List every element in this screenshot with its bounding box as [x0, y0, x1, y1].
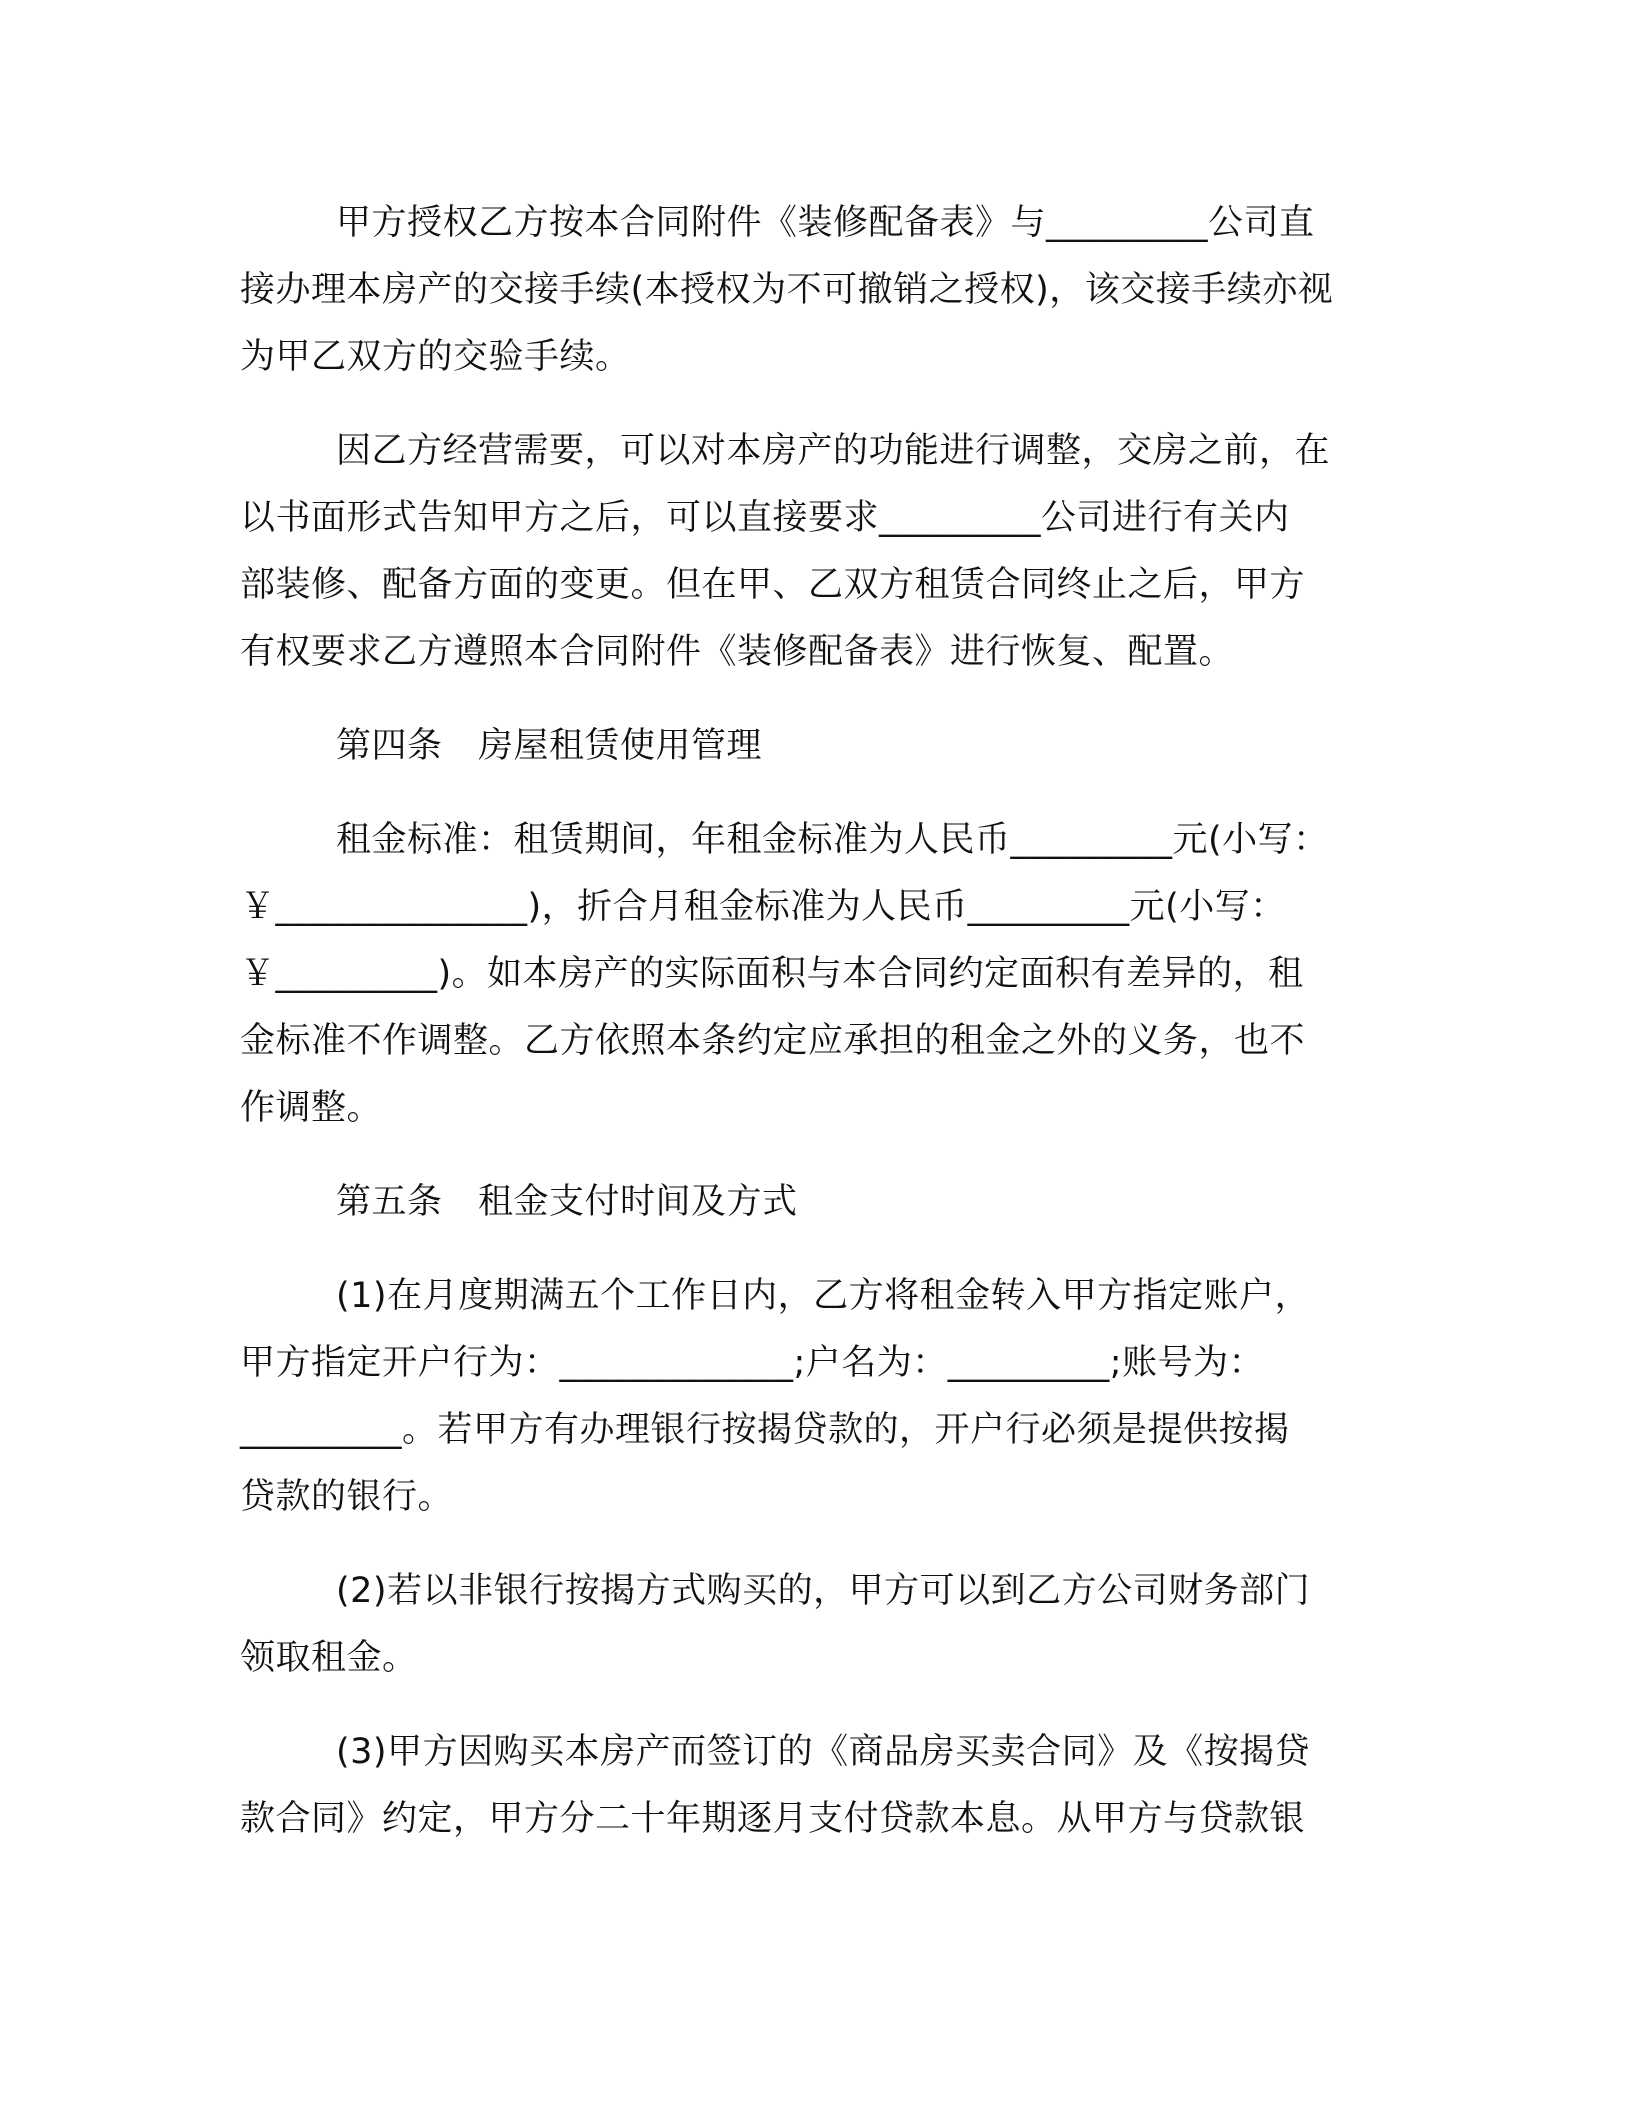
text-line: 款合同》约定，甲方分二十年期逐月支付贷款本息。从甲方与贷款银 [240, 1799, 1306, 1839]
text-line: (1)在月度期满五个工作日内，乙方将租金转入甲方指定账户， [336, 1276, 1311, 1316]
text-line: 为甲乙双方的交验手续。 [240, 337, 631, 377]
text-line: 作调整。 [240, 1088, 383, 1128]
text-line: 金标准不作调整。乙方依照本条约定应承担的租金之外的义务，也不 [240, 1021, 1306, 1061]
text-line: (3)甲方因购买本房产而签订的《商品房买卖合同》及《按揭贷 [336, 1732, 1311, 1772]
text-line: 部装修、配备方面的变更。但在甲、乙双方租赁合同终止之后，甲方 [240, 565, 1306, 605]
document-page [240, 190, 1390, 1853]
text-line: 因乙方经营需要，可以对本房产的功能进行调整，交房之前，在 [336, 431, 1331, 471]
article-4-heading [240, 713, 1390, 780]
paragraph-payment-2 [240, 1558, 1390, 1692]
text-line: 甲方授权乙方按本合同附件《装修配备表》与_________公司直 [336, 203, 1315, 243]
paragraph-function-adjustment [240, 418, 1390, 686]
text-line: ￥______________)，折合月租金标准为人民币_________元(小写： [240, 887, 1286, 927]
text-line: 第五条 租金支付时间及方式 [336, 1182, 798, 1222]
text-line: 贷款的银行。 [240, 1477, 454, 1517]
text-line: _________。若甲方有办理银行按揭贷款的，开户行必须是提供按揭 [240, 1410, 1290, 1450]
text-line: 接办理本房产的交接手续(本授权为不可撤销之授权)，该交接手续亦视 [240, 270, 1334, 310]
paragraph-handover-authorization [240, 190, 1390, 391]
text-line: 以书面形式告知甲方之后，可以直接要求_________公司进行有关内 [240, 498, 1290, 538]
text-line: 租金标准：租赁期间，年租金标准为人民币_________元(小写： [336, 820, 1329, 860]
article-5-heading [240, 1169, 1390, 1236]
text-line: 有权要求乙方遵照本合同附件《装修配备表》进行恢复、配置。 [240, 632, 1235, 672]
paragraph-payment-3 [240, 1719, 1390, 1853]
text-line: ￥_________)。如本房产的实际面积与本合同约定面积有差异的，租 [240, 954, 1304, 994]
text-line: 领取租金。 [240, 1638, 418, 1678]
text-line: (2)若以非银行按揭方式购买的，甲方可以到乙方公司财务部门 [336, 1571, 1311, 1611]
text-line: 甲方指定开户行为：_____________;户名为：_________;账号为： [240, 1343, 1265, 1383]
text-line: 第四条 房屋租赁使用管理 [336, 726, 763, 766]
paragraph-rent-standard [240, 807, 1390, 1142]
paragraph-payment-1 [240, 1263, 1390, 1531]
